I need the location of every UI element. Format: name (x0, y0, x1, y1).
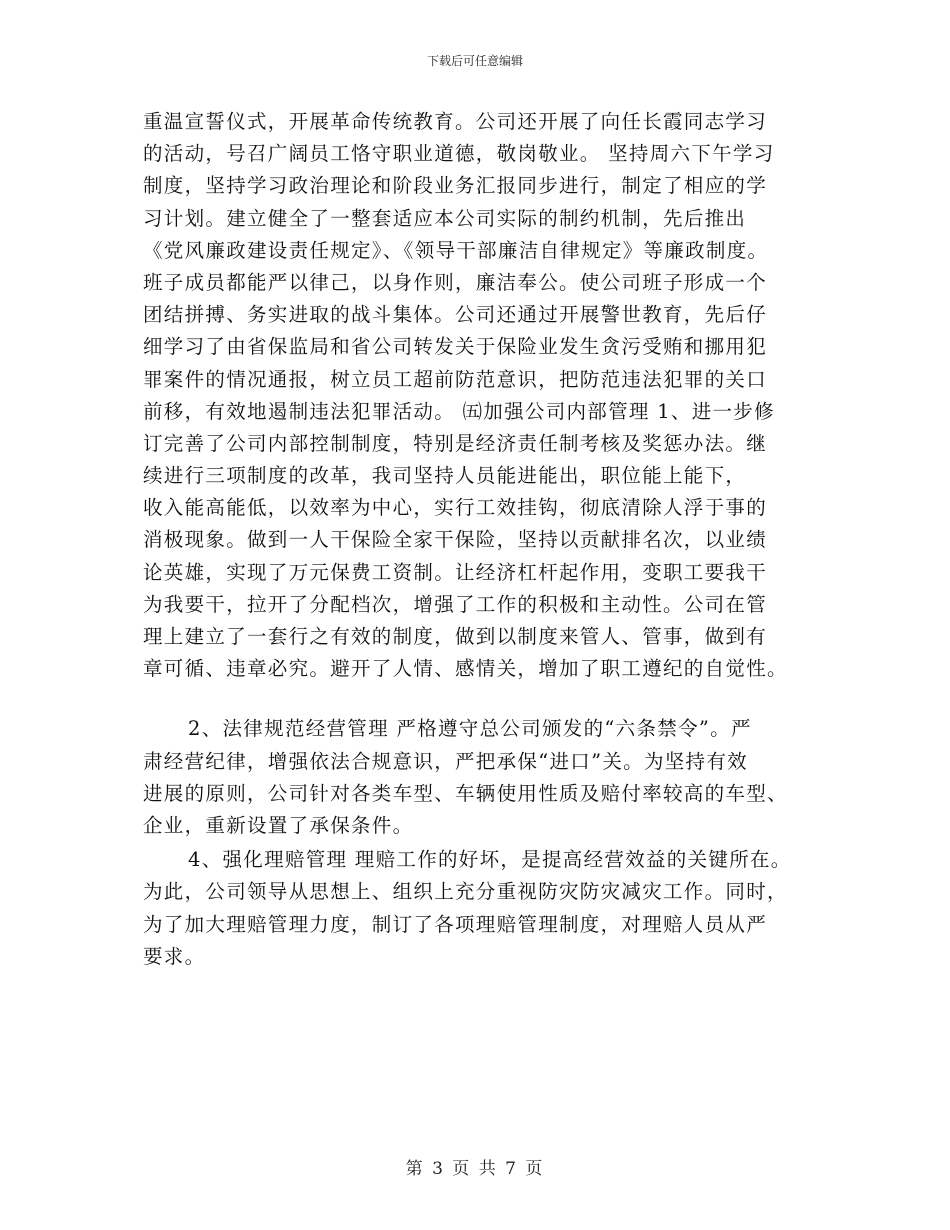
paragraph-2 (143, 713, 815, 842)
text-line: 续进行三项制度的改革，我司坚持人员能进能出，职位能上能下， (143, 464, 747, 488)
text-line: 2、法律规范经营管理 严格遵守总公司颁发的“六条禁令”。严 (188, 717, 752, 741)
text-line: 4、强化理赔管理 理赔工作的好坏，是提高经营效益的关键所在。 (188, 848, 792, 872)
paragraph-3 (143, 844, 815, 973)
text-line: 进展的原则，公司针对各类车型、车辆使用性质及赔付率较高的车型、 (143, 781, 788, 805)
text-line: 为此，公司领导从思想上、组织上充分重视防灾防灾减灾工作。同时， (143, 880, 788, 904)
text-line: 要求。 (143, 944, 206, 968)
text-line: 理上建立了一套行之有效的制度，做到以制度来管人、管事，做到有 (143, 625, 768, 648)
text-line: 制度，坚持学习政治理论和阶段业务汇报同步进行，制定了相应的学 (143, 174, 768, 198)
text-line: 的活动，号召广阔员工恪守职业道德，敬岗敬业。 坚持周六下午学习 (143, 142, 775, 166)
text-line: 为我要干，拉开了分配档次，增强了工作的积极和主动性。公司在管 (143, 592, 768, 616)
document-body (143, 106, 815, 973)
text-line: 论英雄，实现了万元保费工资制。让经济杠杆起作用，变职工要我干 (143, 560, 768, 584)
text-line: 订完善了公司内部控制制度，特别是经济责任制考核及奖惩办法。继 (143, 431, 768, 455)
text-line: 肃经营纪律，增强依法合规意识，严把承保“进口”关。为坚持有效 (143, 749, 748, 773)
page-header: 下载后可任意编辑 (426, 54, 523, 68)
text-line: 习计划。建立健全了一整套适应本公司实际的制约机制，先后推出 (143, 206, 747, 230)
text-line: 《党风廉政建设责任规定》、《领导干部廉洁自律规定》等廉政制度。 (143, 238, 769, 262)
text-line: 班子成员都能严以律己，以身作则，廉洁奉公。使公司班子形成一个 (143, 270, 768, 294)
page-number: 第 3 页 共 7 页 (405, 1159, 545, 1179)
text-line: 前移，有效地遏制违法犯罪活动。 ㈤加强公司内部管理 1、进一步修 (143, 399, 775, 423)
text-line: 团结拼搏、务实进取的战斗集体。公司还通过开展警世教育，先后仔 (143, 303, 768, 327)
text-line: 消极现象。做到一人干保险全家干保险，坚持以贡献排名次，以业绩 (143, 528, 768, 552)
text-line: 收入能高能低，以效率为中心，实行工效挂钩，彻底清除人浮于事的 (143, 496, 768, 520)
text-line: 罪案件的情况通报，树立员工超前防范意识，把防范违法犯罪的关口 (143, 367, 768, 391)
text-line: 企业，重新设置了承保条件。 (143, 813, 414, 837)
text-line: 重温宣誓仪式，开展革命传统教育。公司还开展了向任长霞同志学习 (143, 110, 768, 133)
text-line: 章可循、违章必究。避开了人情、感情关，增加了职工遵纪的自觉性。 (143, 657, 788, 681)
paragraph-1 (143, 106, 815, 685)
text-line: 为了加大理赔管理力度，制订了各项理赔管理制度，对理赔人员从严 (143, 912, 768, 936)
text-line: 细学习了由省保监局和省公司转发关于保险业发生贪污受贿和挪用犯 (143, 335, 768, 359)
